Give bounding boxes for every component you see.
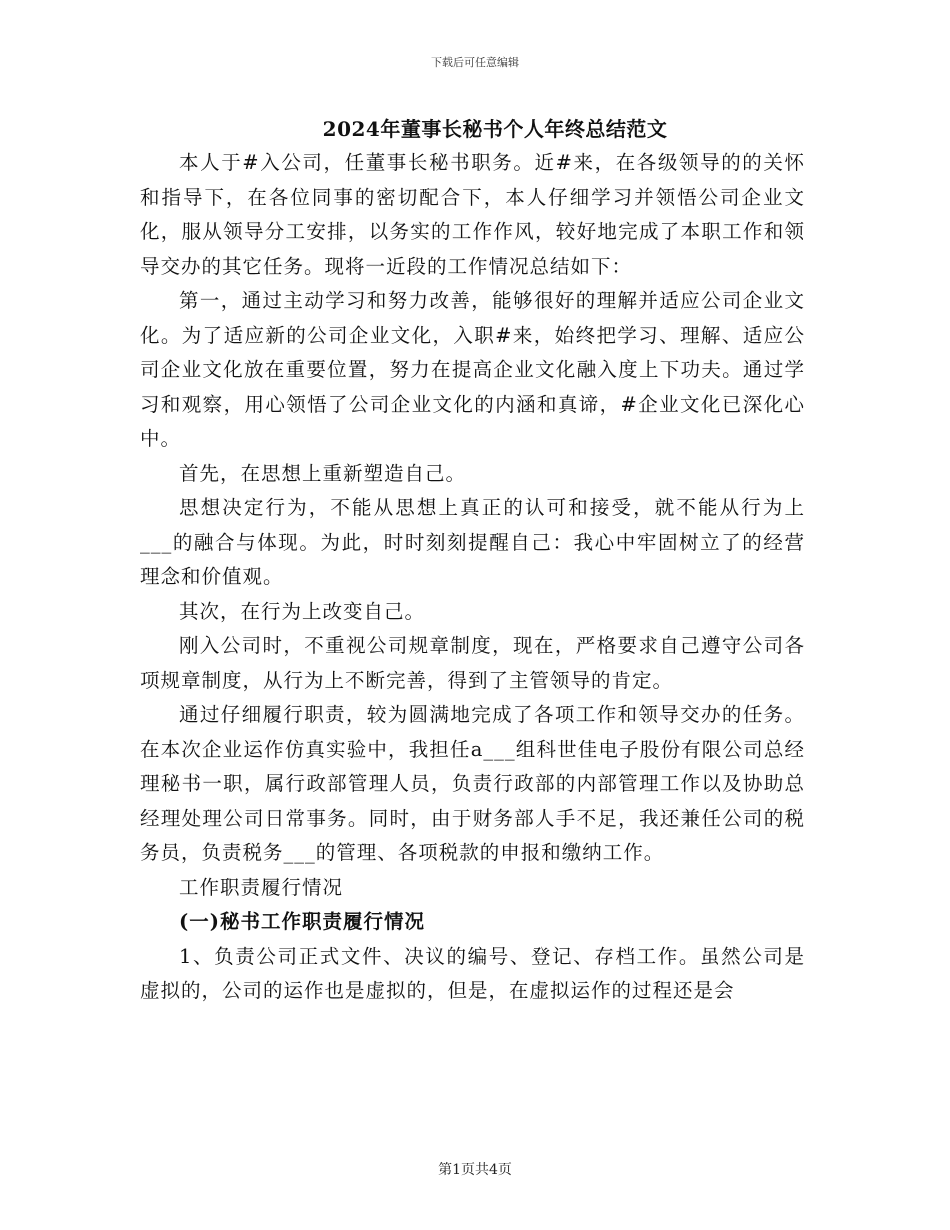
paragraph-thought-heading: 首先，在思想上重新塑造自己。 [179,461,467,485]
page-footer: 第1页共4页 [438,1162,512,1178]
document-title: 2024年董事长秘书个人年终总结范文 [322,117,668,141]
paragraph-first: 第一，通过主动学习和努力改善，能够很好的理解并适应公司企业文化。为了适应新的公司企业文化，入职#来，始终把学习、理解、适应公司企业文化放在重要位置，努力在提高企业文化融入度上下功夫。通过学习和观察，用心领悟了公司企业文化的内涵和真谛，#企业文化已深化心中。 [140,289,805,450]
paragraph-thought: 思想决定行为，不能从思想上真正的认可和接受，就不能从行为上___的融合与体现。为此，时时刻刻提醒自己：我心中牢固树立了的经营理念和价值观。 [140,496,805,588]
document-body [140,146,805,1009]
paragraph-intro: 本人于#入公司，任董事长秘书职务。近#来，在各级领导的的关怀和指导下，在各位同事的密切配合下，本人仔细学习并领悟公司企业文化，服从领导分工安排，以务实的工作作风，较好地完成了本职工作和领导交办的其它任务。现将一近段的工作情况总结如下： [140,151,805,278]
paragraph-behavior: 刚入公司时，不重视公司规章制度，现在，严格要求自己遵守公司各项规章制度，从行为上不断完善，得到了主管领导的肯定。 [140,634,805,692]
paragraph-item-1: 1、负责公司正式文件、决议的编号、登记、存档工作。虽然公司是虚拟的，公司的运作也是虚拟的，但是，在虚拟运作的过程还是会 [140,944,805,1002]
paragraph-section-heading: 工作职责履行情况 [179,875,344,899]
paragraph-behavior-heading: 其次，在行为上改变自己。 [179,599,426,623]
page-header: 下载后可任意编辑 [431,56,519,69]
paragraph-duties: 通过仔细履行职责，较为圆满地完成了各项工作和领导交办的任务。在本次企业运作仿真实验中，我担任a___组科世佳电子股份有限公司总经理秘书一职，属行政部管理人员，负责行政部的内部管理工作以及协助总经理处理公司日常事务。同时，由于财务部人手不足，我还兼任公司的税务员，负责税务___的管理、各项税款的申报和缴纳工作。 [140,703,805,864]
paragraph-subsection-heading: (一)秘书工作职责履行情况 [179,910,425,933]
